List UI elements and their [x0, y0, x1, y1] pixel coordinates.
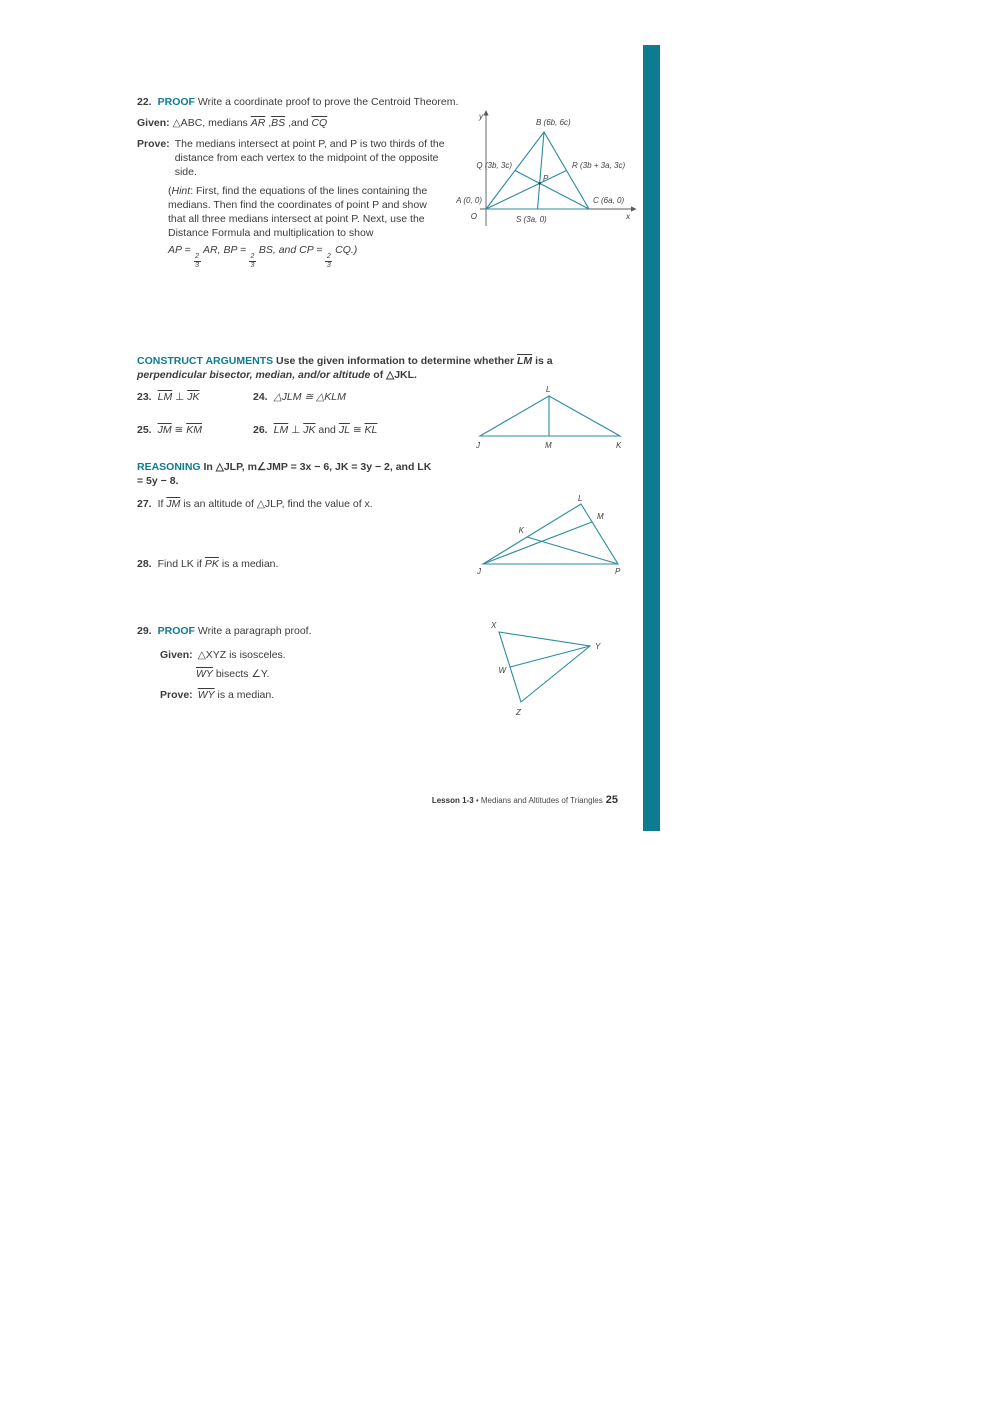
- item-24: [253, 390, 346, 404]
- item-27: [137, 497, 457, 511]
- given-comma1: ,: [265, 117, 272, 129]
- footer-title: Medians and Altitudes of Triangles: [480, 796, 603, 805]
- fraction-two-thirds: $\frac{2}{3}$: [326, 253, 331, 270]
- congruent-symbol: ≅: [349, 424, 365, 436]
- label-point-M: M: [597, 512, 604, 521]
- label-x-axis: x: [626, 212, 630, 221]
- item-27-pre: If: [157, 498, 167, 510]
- perpendicular-symbol: ⊥: [288, 424, 304, 436]
- label-point-P: P: [543, 174, 549, 183]
- label-midpoint-Q: Q (3b, 3c): [476, 161, 512, 170]
- reasoning-heading: [137, 460, 437, 488]
- hint-text: : First, find the equations of the lines containing the medians. Then find the coordinates of point P and show that all three medians intersect at point P. Next, use the Distance Formula and multiplication to show: [168, 185, 428, 239]
- segment-KL: $\overline{KL}$: [364, 424, 378, 436]
- item-28: [137, 557, 457, 571]
- label-midpoint-R: R (3b + 3a, 3c): [572, 161, 626, 170]
- label-vertex-A: A (0, 0): [456, 196, 482, 205]
- segment-PK: $\overline{PK}$: [204, 558, 219, 570]
- label-point-K: K: [518, 526, 524, 535]
- label-vertex-Y: Y: [595, 642, 601, 651]
- diagram-triangle-JLP: [477, 492, 627, 576]
- formula-part4: CQ.): [332, 244, 358, 256]
- formula-part3: BS, and CP =: [255, 244, 326, 256]
- hint-paren: (: [168, 185, 172, 197]
- page-edge-accent-bar: [643, 45, 660, 831]
- and-text: and: [315, 424, 339, 436]
- prove-text: [198, 688, 274, 702]
- prove-text: The medians intersect at point P, and P is two thirds of the distance from each vertex to the midpoint of the opposite side.: [174, 138, 445, 178]
- triangle-XYZ-lines: [499, 632, 590, 702]
- problem-22-hint: [168, 184, 442, 240]
- segment-CQ: $\overline{CQ}$: [311, 117, 328, 129]
- item-number: 24.: [253, 391, 268, 403]
- segment-WY: $\overline{WY}$: [196, 668, 213, 680]
- proof-tag: PROOF: [157, 96, 195, 108]
- label-vertex-C: C (6a, 0): [593, 196, 625, 205]
- construct-lead2: is a: [532, 355, 553, 367]
- problem-22-formula: [168, 243, 468, 270]
- segment-JK: $\overline{JK}$: [303, 424, 316, 436]
- problem-number: 22.: [137, 96, 152, 108]
- item-number: 26.: [253, 424, 268, 436]
- item-number: 25.: [137, 424, 152, 436]
- page-footer: [137, 794, 618, 806]
- item-number: 23.: [137, 391, 152, 403]
- page-number: 25: [605, 794, 618, 806]
- given-comma2: ,and: [285, 117, 312, 129]
- reasoning-tag: REASONING: [137, 461, 201, 473]
- hint-word: Hint: [171, 185, 191, 197]
- label-point-M: M: [545, 441, 552, 450]
- diagram-centroid-coordinate-plane: [456, 106, 641, 236]
- fraction-two-thirds: $\frac{2}{3}$: [195, 253, 199, 270]
- problem-22-title: [137, 95, 477, 109]
- segment-WY: $\overline{WY}$: [197, 689, 215, 701]
- label-vertex-P: P: [615, 567, 621, 576]
- x-axis-arrow: [631, 206, 637, 211]
- segment-AR: $\overline{AR}$: [250, 117, 266, 129]
- given-text-1: △XYZ is isosceles.: [197, 649, 286, 661]
- problem-number: 29.: [137, 625, 152, 637]
- diagram-triangle-JKL: [474, 384, 624, 454]
- construct-lead1: Use the given information to determine whether: [273, 355, 517, 367]
- proof-tag: PROOF: [157, 625, 195, 637]
- perpendicular-symbol: ⊥: [172, 391, 188, 403]
- problem-text: Write a coordinate proof to prove the Centroid Theorem.: [197, 96, 459, 108]
- item-28-text: is a median.: [218, 558, 279, 570]
- label-point-W: W: [498, 666, 506, 675]
- centroid-point: [538, 182, 541, 185]
- problem-text: Write a paragraph proof.: [197, 625, 312, 637]
- label-vertex-J: J: [476, 441, 480, 450]
- label-origin: O: [470, 212, 477, 221]
- given-pre: △ABC, medians: [172, 117, 251, 129]
- segment-JM: $\overline{JM}$: [166, 498, 181, 510]
- label-y-axis: y: [479, 112, 483, 121]
- fraction-two-thirds: $\frac{2}{3}$: [250, 253, 255, 270]
- label-vertex-X: X: [491, 621, 497, 630]
- segment-JL: $\overline{JL}$: [338, 424, 350, 436]
- item-27-text: is an altitude of △JLP, find the value of x.: [180, 498, 373, 510]
- label-vertex-B: B (6b, 6c): [536, 118, 571, 127]
- given-text-2: bisects ∠Y.: [212, 668, 270, 680]
- item-23: [137, 390, 199, 404]
- item-28-pre: Find LK if: [157, 558, 205, 570]
- problem-29-given: [160, 648, 286, 662]
- problem-29-given-2: [196, 667, 269, 681]
- triangle-JKL-lines: [480, 396, 620, 436]
- formula-part2: AR, BP =: [200, 244, 250, 256]
- problem-29-prove: [160, 688, 274, 702]
- segment-JM: $\overline{JM}$: [157, 424, 172, 436]
- given-label: Given:: [137, 117, 170, 129]
- problem-22-prove: [137, 137, 467, 179]
- construct-tail: of △JKL.: [370, 369, 417, 381]
- item-26: [253, 423, 377, 437]
- label-vertex-L: L: [546, 385, 551, 394]
- prove-label: Prove:: [160, 689, 193, 701]
- item-25: [137, 423, 202, 437]
- item-number: 28.: [137, 558, 152, 570]
- prove-text-rest: is a median.: [214, 689, 275, 701]
- prove-label: Prove:: [137, 138, 170, 150]
- label-midpoint-S: S (3a, 0): [516, 215, 547, 224]
- congruent-symbol: ≅: [171, 424, 187, 436]
- segment-KM: $\overline{KM}$: [186, 424, 202, 436]
- lesson-label: Lesson 1-3: [431, 796, 474, 805]
- problem-29-title: [137, 624, 477, 638]
- segment-LM: $\overline{LM}$: [157, 391, 173, 403]
- label-vertex-K: K: [616, 441, 622, 450]
- triangle-ABC-with-medians: [486, 132, 589, 209]
- label-vertex-J: J: [477, 567, 481, 576]
- construct-italic-terms: perpendicular bisector, median, and/or altitude: [137, 369, 371, 381]
- formula-part1: AP =: [168, 244, 194, 256]
- segment-LM: $\overline{LM}$: [516, 355, 533, 367]
- label-vertex-Z: Z: [516, 708, 521, 717]
- reasoning-text: In △JLP, m∠JMP = 3x − 6, JK = 3y − 2, and LK = 5y − 8.: [137, 461, 432, 487]
- given-label: Given:: [160, 649, 193, 661]
- problem-22-given: [137, 116, 477, 130]
- segment-LM: $\overline{LM}$: [273, 424, 289, 436]
- diagram-triangle-XYZ: [487, 616, 632, 718]
- congruence-statement: △JLM ≅ △KLM: [273, 391, 346, 403]
- construct-arguments-heading: [137, 354, 569, 382]
- item-number: 27.: [137, 498, 152, 510]
- segment-JK: $\overline{JK}$: [187, 391, 200, 403]
- footer-bullet: •: [473, 796, 481, 805]
- segment-BS: $\overline{BS}$: [271, 117, 286, 129]
- y-axis-arrow: [483, 110, 488, 116]
- construct-arguments-tag: CONSTRUCT ARGUMENTS: [137, 355, 274, 367]
- label-vertex-L: L: [578, 494, 583, 503]
